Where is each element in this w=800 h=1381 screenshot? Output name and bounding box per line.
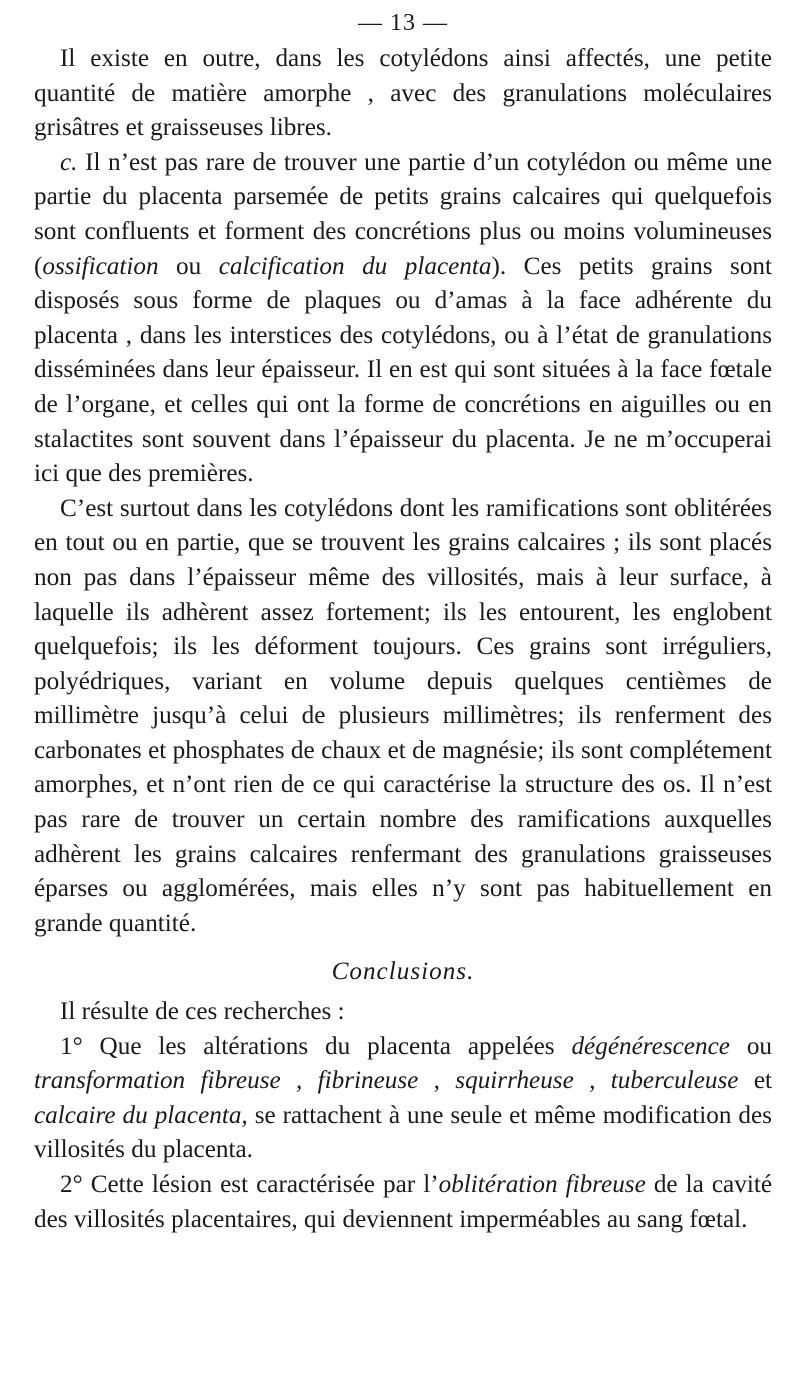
paragraph-label-c: c. <box>60 148 78 176</box>
paragraph-text: C’est surtout dans les cotylédons dont les ramifications sont oblitérées en tout ou en partie, que se trouvent les grains calcaires ; ils sont placés non pas dans l’épaisseur même des villosités, mais à leur surface, à laquelle ils adhèrent assez fortement; ils les entourent, les englobent quelquefois; ils les déforment toujours. Ces grains sont irréguliers, polyédriques, variant en volume depuis quelques centièmes de millimètre jusqu’à celui de plusieurs millimètres; ils renferment des carbonates et phosphates de chaux et de magnésie; ils sont complétement amorphes, et n’ont rien de ce qui caractérise la structure des os. Il n’est pas rare de trouver un certain nombre des ramifications auxquelles adhèrent les grains calcaires renfermant des granulations graisseuses éparses ou agglomérées, mais elles n’y sont pas habituellement en grande quantité. <box>34 494 772 937</box>
paragraph-text: 2° Cette lésion est caractérisée par l’ <box>60 1171 439 1198</box>
paragraph-text: Il n’est pas rare de trouver une partie d’un cotylédon ou même une partie du placenta parsemée de petits grains calcaires qui quelquefois sont confluents et forment des concrétions plus ou moins volumineuses ( <box>34 148 772 280</box>
conclusion-item-1 <box>34 1030 772 1168</box>
paragraph-text: ou <box>729 1032 773 1060</box>
paragraph-text: de la cavité des villosités placentaires, qui deviennent imperméables au sang fœtal. <box>34 1171 772 1233</box>
section-heading-conclusions: Conclusions. <box>331 958 475 986</box>
paragraph-resulte <box>34 995 772 1030</box>
paragraph-text: 1° Que les altérations du placenta appelées <box>60 1032 572 1060</box>
paragraph-granulations <box>34 42 772 146</box>
paragraph-text: et <box>738 1067 772 1095</box>
term-ossification: ossification <box>42 252 159 280</box>
paragraph-calcification <box>34 146 772 492</box>
paragraph-text: ou <box>158 252 219 280</box>
paragraph-grains-calcaires <box>34 492 772 942</box>
paragraph-text: se rattachent à une seule et même modification des villosités du placenta. <box>34 1101 772 1164</box>
term-calcaire: calcaire du placenta, <box>34 1101 248 1129</box>
term-calcification: calcification du placenta <box>218 252 492 280</box>
term-transformation: transformation fibreuse , fibrineuse , squirrheuse , tuberculeuse <box>34 1067 739 1095</box>
term-degenerescence: dégénérescence <box>571 1032 730 1060</box>
book-page <box>34 0 772 1237</box>
paragraph-text: ). Ces petits grains sont disposés sous forme de plaques ou d’amas à la face adhérente du placenta , dans les interstices des cotylédons, ou à l’état de granulations disséminées dans leur épaisseur. Il en est qui sont situées à la face fœtale de l’organe, et celles qui ont la forme de concrétions en aiguilles ou en stalactites sont souvent dans l’épaisseur du placenta. Je ne m’occuperai ici que des premières. <box>34 252 773 488</box>
conclusion-item-2 <box>34 1168 772 1237</box>
paragraph-text: Il résulte de ces recherches : <box>60 998 345 1026</box>
page-number: — 13 — <box>358 10 448 36</box>
paragraph-text: Il existe en outre, dans les cotylédons ainsi affectés, une petite quantité de matière amorphe , avec des granulations moléculaires grisâtres et graisseuses libres. <box>34 45 772 142</box>
term-obliteration: oblitération fibreuse <box>438 1171 646 1198</box>
